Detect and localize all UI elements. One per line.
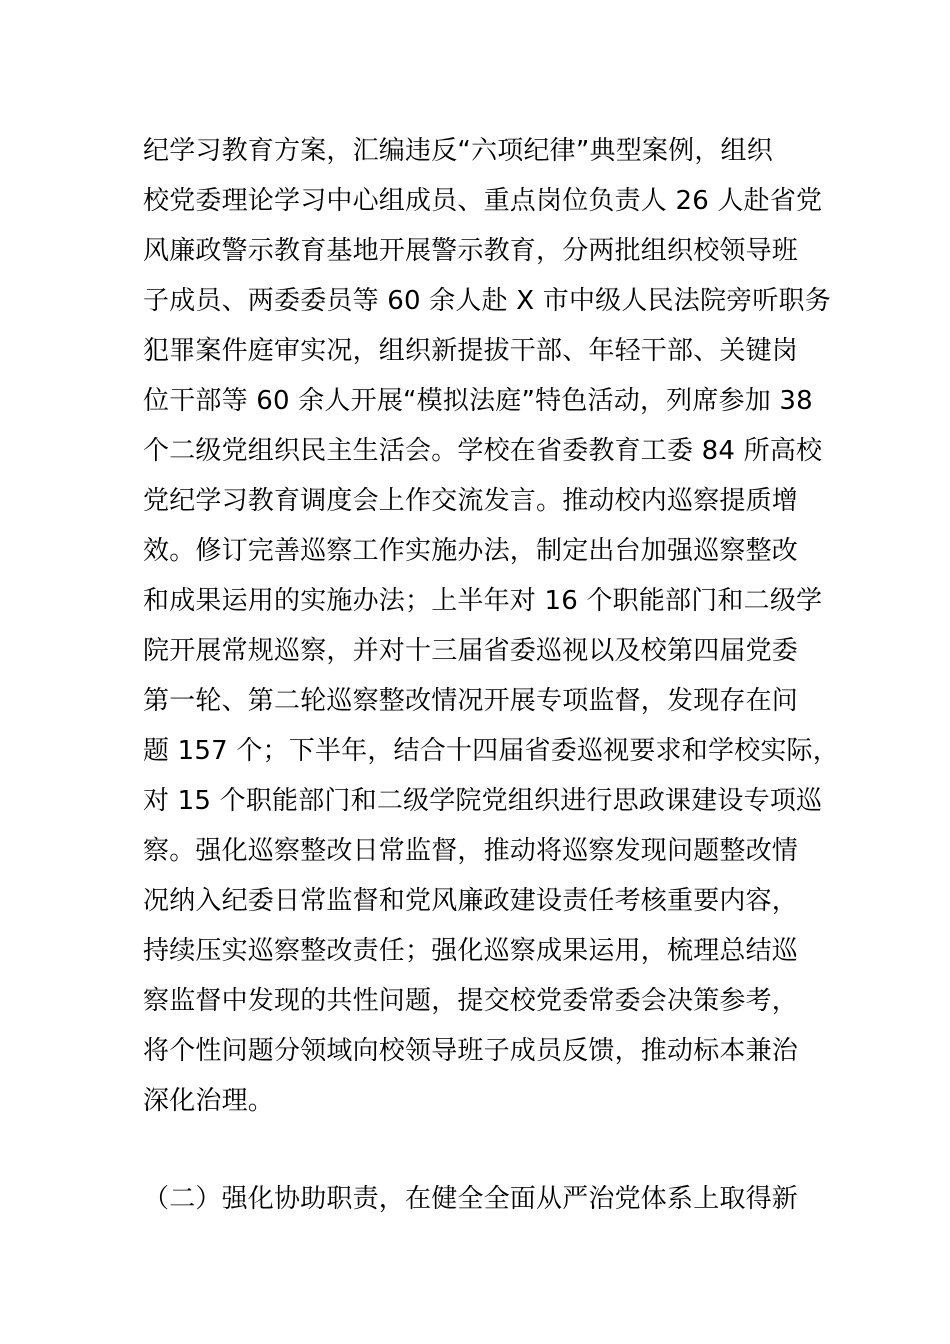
paragraph-line: 纪学习教育方案，汇编违反“六项纪律”典型案例，组织 — [143, 136, 773, 166]
paragraph-line: 察监督中发现的共性问题，提交校党委常委会决策参考， — [143, 986, 799, 1016]
paragraph-line: 持续压实巡察整改责任；强化巡察成果运用，梳理总结巡 — [143, 936, 799, 966]
paragraph-line: 和成果运用的实施办法；上半年对 16 个职能部门和二级学 — [143, 586, 823, 616]
section-heading — [143, 1174, 823, 1224]
paragraph-line: 将个性问题分领域向校领导班子成员反馈，推动标本兼治 — [143, 1036, 799, 1066]
paragraph-line: 位干部等 60 余人开展“模拟法庭”特色活动，列席参加 38 — [143, 386, 813, 416]
paragraph-line: 第一轮、第二轮巡察整改情况开展专项监督，发现存在问 — [143, 686, 799, 716]
body-paragraph — [143, 126, 839, 1126]
paragraph-line: 子成员、两委委员等 60 余人赴 X 市中级人民法院旁听职务 — [143, 286, 831, 316]
paragraph-line: 深化治理。 — [143, 1086, 275, 1116]
paragraph-line: 察。强化巡察整改日常监督，推动将巡察发现问题整改情 — [143, 836, 799, 866]
paragraph-line: 题 157 个；下半年，结合十四届省委巡视要求和学校实际， — [143, 736, 839, 766]
paragraph-line: 对 15 个职能部门和二级学院党组织进行思政课建设专项巡 — [143, 786, 823, 816]
section-heading-text: （二）强化协助职责，在健全全面从严治党体系上取得新 — [143, 1184, 799, 1214]
paragraph-line: 况纳入纪委日常监督和党风廉政建设责任考核重要内容， — [143, 886, 799, 916]
paragraph-line: 效。修订完善巡察工作实施办法，制定出台加强巡察整改 — [143, 536, 799, 566]
paragraph-line: 校党委理论学习中心组成员、重点岗位负责人 26 人赴省党 — [143, 186, 823, 216]
paragraph-line: 个二级党组织民主生活会。学校在省委教育工委 84 所高校 — [143, 436, 823, 466]
paragraph-line: 院开展常规巡察，并对十三届省委巡视以及校第四届党委 — [143, 636, 799, 666]
paragraph-line: 风廉政警示教育基地开展警示教育，分两批组织校领导班 — [143, 236, 799, 266]
paragraph-line: 犯罪案件庭审实况，组织新提拔干部、年轻干部、关键岗 — [143, 336, 799, 366]
paragraph-line: 党纪学习教育调度会上作交流发言。推动校内巡察提质增 — [143, 486, 799, 516]
